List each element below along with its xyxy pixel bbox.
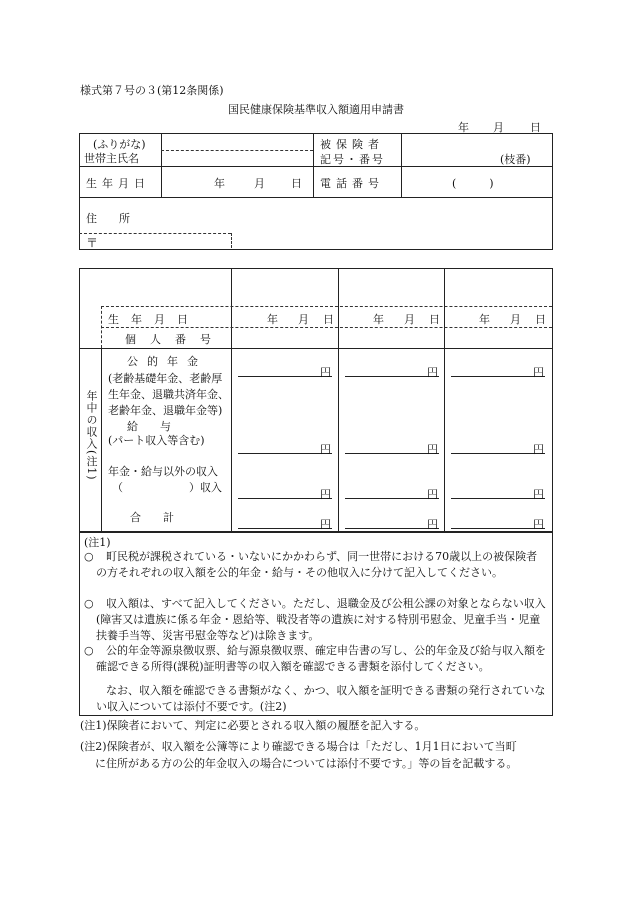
- col2-day: 日: [429, 313, 440, 326]
- note-3: 公的年金等源泉徴収票、給与源泉徴収票、確定申告書の写し、公的年金及び給与収入額を確認できる所得(課税)証明書等の収入額を確認できる書類を添付してください。: [96, 644, 546, 673]
- col1-year: 年: [267, 313, 278, 326]
- row-birth-label: 生年月日: [108, 313, 200, 326]
- form-number: 様式第７号の３(第12条関係): [80, 84, 224, 97]
- col3-month: 月: [510, 313, 521, 326]
- birth-month: 月: [254, 177, 265, 190]
- form-title: 国民健康保険基準収入額適用申請書: [228, 103, 404, 116]
- yen-mark: 円: [427, 488, 438, 501]
- pension-title: 公的年金: [127, 355, 207, 368]
- footnote-2-line2: に住所がある方の公的年金収入の場合については添付不要です。」等の旨を記載する。: [95, 757, 518, 770]
- yen-mark: 円: [320, 488, 331, 501]
- col3-year: 年: [479, 313, 490, 326]
- row-id-label: 個人番号: [125, 333, 225, 346]
- yen-mark: 円: [533, 518, 544, 531]
- birth-label: 生年月日: [86, 177, 150, 190]
- yen-mark: 円: [533, 366, 544, 379]
- col2-month: 月: [404, 313, 415, 326]
- yen-mark: 円: [320, 518, 331, 531]
- yen-mark: 円: [427, 443, 438, 456]
- phone-paren: ( ): [452, 177, 494, 190]
- insured-number-label: 記号・番号: [320, 153, 385, 166]
- note-bullet: ○: [84, 644, 94, 657]
- yen-mark: 円: [533, 443, 544, 456]
- salary-title: 給 与: [127, 420, 171, 433]
- postal-mark: 〒: [86, 236, 99, 250]
- yen-mark: 円: [533, 488, 544, 501]
- other-income-title: 年金・給与以外の収入: [108, 465, 218, 478]
- notes-heading: (注1): [84, 536, 111, 549]
- total-label: 合 計: [130, 511, 174, 524]
- yen-mark: 円: [320, 366, 331, 379]
- footnote-1: (注1)保険者において、判定に必要とされる収入額の履歴を記入する。: [80, 719, 426, 732]
- address-field[interactable]: [80, 198, 550, 247]
- birth-day: 日: [291, 177, 302, 190]
- address-label: 住 所: [86, 212, 130, 225]
- note-2: 収入額は、すべて記入してください。ただし、退職金及び公租公課の対象とならない収入(障害又は遺族に係る年金・恩給等、戦没者等の遺族に対する特別弔慰金、児童手当・児童扶養手当等、災害弔慰金等など)は除きます。: [96, 597, 546, 642]
- furigana-label: (ふりがな): [93, 138, 146, 151]
- date-month: 月: [493, 121, 504, 134]
- other-income-desc: （ ）収入: [112, 481, 222, 494]
- birth-year: 年: [214, 177, 225, 190]
- footnote-2-line1: (注2)保険者が、収入額を公簿等により確認できる場合は「ただし、1月1日において当町: [80, 740, 517, 753]
- insured-label: 被保険者: [320, 138, 384, 151]
- yen-mark: 円: [427, 366, 438, 379]
- yen-mark: 円: [427, 518, 438, 531]
- note-bullet: ○: [84, 550, 94, 563]
- pension-desc-1: (老齢基礎年金、老齢厚: [108, 372, 223, 385]
- col2-year: 年: [373, 313, 384, 326]
- annual-income-side-label: 年中の収入(注1): [85, 390, 98, 481]
- birth-field[interactable]: [162, 167, 312, 196]
- salary-desc: (パート収入等含む): [108, 434, 205, 447]
- col3-day: 日: [535, 313, 546, 326]
- note-3b: なお、収入額を確認できる書類がなく、かつ、収入額を証明できる書類の発行されていない収入については添付不要です。(注2): [96, 684, 546, 713]
- date-year: 年: [458, 121, 469, 134]
- branch-label: (枝番): [500, 153, 531, 166]
- member2-income-cell[interactable]: [339, 349, 443, 531]
- date-day: 日: [530, 121, 541, 134]
- col1-day: 日: [323, 313, 334, 326]
- head-name-field[interactable]: [162, 150, 312, 166]
- note-1: 町民税が課税されている・いないにかかわらず、同一世帯における70歳以上の被保険者の方それぞれの収入額を公的年金・給与・その他収入に分けて記入してください。: [96, 550, 538, 579]
- furigana-field[interactable]: [162, 134, 312, 149]
- yen-mark: 円: [320, 443, 331, 456]
- pension-desc-2: 生年金、退職共済年金、: [108, 388, 229, 401]
- col1-month: 月: [298, 313, 309, 326]
- member1-income-cell[interactable]: [232, 349, 337, 531]
- member3-income-cell[interactable]: [445, 349, 550, 531]
- pension-desc-3: 老齢年金、退職年金等): [108, 404, 223, 417]
- note-bullet: ○: [84, 597, 94, 610]
- phone-label: 電話番号: [320, 177, 384, 190]
- head-name-label: 世帯主氏名: [84, 152, 139, 165]
